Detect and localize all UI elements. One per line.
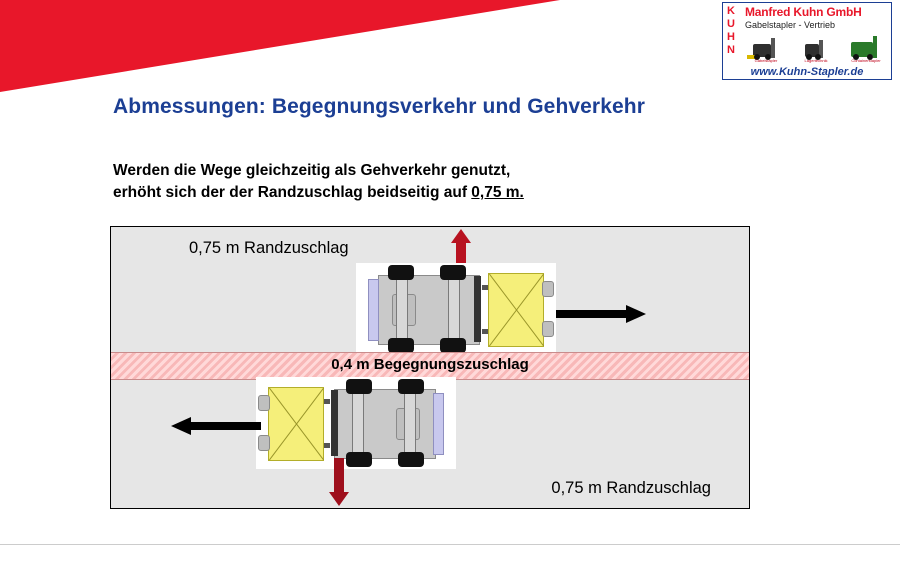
forklift-top-view-lower	[256, 377, 456, 469]
red-corner-banner	[0, 0, 560, 92]
intro-highlight-value: 0,75 m.	[471, 184, 524, 201]
logo-website-url[interactable]: www.Kuhn-Stapler.de	[750, 66, 864, 78]
warehouse-truck-thumb-icon	[795, 34, 837, 62]
intro-line-2	[113, 182, 524, 204]
forklift-top-view-upper	[356, 263, 556, 355]
red-down-arrow-icon	[329, 458, 349, 506]
forklift-thumb-icon	[745, 34, 787, 62]
logo-pic-label-1: Gabelstapler	[754, 58, 778, 63]
label-top-margin: 0,75 m Randzuschlag	[189, 239, 349, 257]
aisle-diagram	[110, 226, 750, 509]
label-meeting-clearance: 0,4 m Begegnungszuschlag	[331, 356, 529, 373]
logo-pic-label-3: Containerstapler	[851, 58, 881, 63]
intro-line-1: Werden die Wege gleichzeitig als Gehverkehr genutzt,	[113, 162, 511, 179]
logo-company-name: Manfred Kuhn GmbH	[745, 5, 862, 19]
logo-pic-label-2: Lagertechnik	[804, 58, 828, 63]
logo-kuhn-letters: K U H N	[727, 5, 735, 56]
page-title: Abmessungen: Begegnungsverkehr und Gehverkehr	[113, 95, 645, 118]
label-bottom-margin: 0,75 m Randzuschlag	[551, 479, 711, 497]
intro-paragraph	[113, 160, 524, 204]
container-stacker-thumb-icon	[845, 34, 887, 62]
footer-divider	[0, 544, 900, 545]
company-logo	[722, 2, 892, 80]
logo-subtitle: Gabelstapler - Vertrieb	[745, 20, 836, 30]
black-left-arrow-icon	[171, 417, 261, 435]
black-right-arrow-icon	[556, 305, 646, 323]
intro-line-2-text: erhöht sich der der Randzuschlag beidseitig auf	[113, 184, 472, 201]
logo-product-images	[745, 32, 887, 62]
